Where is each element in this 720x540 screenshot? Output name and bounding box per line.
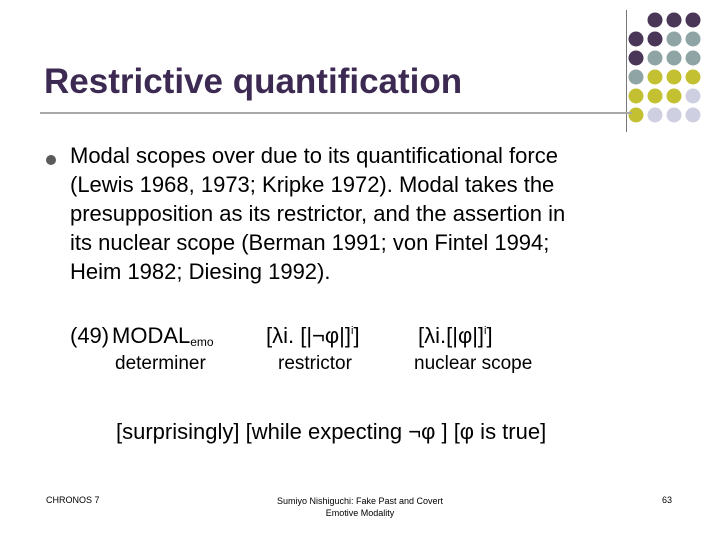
decorative-dot bbox=[686, 51, 701, 66]
decorative-dot bbox=[686, 108, 701, 123]
label-restrictor: restrictor bbox=[278, 353, 352, 374]
scope-formula bbox=[418, 323, 493, 349]
label-determiner: determiner bbox=[115, 353, 206, 374]
restrictor-formula-b: ] bbox=[353, 323, 360, 348]
example-gloss: [surprisingly] [while expecting ¬φ ] [φ is true] bbox=[116, 419, 547, 444]
modal-label: MODAL bbox=[112, 323, 191, 348]
decorative-dot bbox=[629, 32, 644, 47]
decorative-dot bbox=[648, 108, 663, 123]
decorative-dot bbox=[686, 89, 701, 104]
decorative-dot bbox=[629, 70, 644, 85]
slide-title: Restrictive quantification bbox=[44, 62, 463, 101]
decorative-dot bbox=[667, 70, 682, 85]
footer-left: CHRONOS 7 bbox=[46, 495, 100, 505]
modal-term bbox=[112, 323, 214, 349]
scope-formula-b: ] bbox=[486, 323, 493, 348]
decorative-dot bbox=[686, 32, 701, 47]
decorative-dot bbox=[648, 89, 663, 104]
footer-center bbox=[250, 495, 470, 519]
title-underline bbox=[40, 112, 632, 114]
decorative-dot bbox=[648, 32, 663, 47]
scope-formula-superscript: i bbox=[484, 325, 487, 337]
decorative-dot bbox=[686, 70, 701, 85]
footer-center-line2: Emotive Modality bbox=[325, 508, 395, 518]
restrictor-formula-superscript: i bbox=[351, 325, 354, 337]
bullet-line: Heim 1982; Diesing 1992). bbox=[70, 259, 331, 284]
bullet-line: (Lewis 1968, 1973; Kripke 1972). Modal takes the bbox=[70, 172, 555, 197]
label-nuclear-scope: nuclear scope bbox=[414, 353, 533, 374]
bullet-line: Modal scopes over due to its quantificational force bbox=[70, 143, 558, 168]
decorative-dot bbox=[629, 108, 644, 123]
decorative-dot bbox=[667, 89, 682, 104]
decorative-dot bbox=[629, 51, 644, 66]
bullet-paragraph bbox=[70, 141, 670, 286]
decorative-dot bbox=[648, 70, 663, 85]
restrictor-formula-a: [λi. [|¬φ|] bbox=[266, 323, 351, 348]
modal-subscript: emo bbox=[190, 335, 214, 349]
scope-formula-a: [λi.[|φ|] bbox=[418, 323, 485, 348]
example-number: (49) bbox=[70, 323, 110, 348]
decorative-dot bbox=[667, 13, 682, 28]
decorative-dot bbox=[629, 89, 644, 104]
page-number: 63 bbox=[662, 495, 673, 505]
bullet-line: its nuclear scope (Berman 1991; von Fintel 1994; bbox=[70, 230, 550, 255]
decorative-dot bbox=[667, 108, 682, 123]
decorative-dot bbox=[667, 32, 682, 47]
bullet-line: presupposition as its restrictor, and the assertion in bbox=[70, 201, 566, 226]
decorative-dot bbox=[648, 51, 663, 66]
footer-center-line1: Sumiyo Nishiguchi: Fake Past and Covert bbox=[276, 496, 444, 506]
decorative-dot bbox=[686, 13, 701, 28]
restrictor-formula bbox=[266, 323, 360, 349]
decorative-dot bbox=[648, 13, 663, 28]
decorative-dot bbox=[667, 51, 682, 66]
bullet-icon bbox=[46, 155, 56, 165]
